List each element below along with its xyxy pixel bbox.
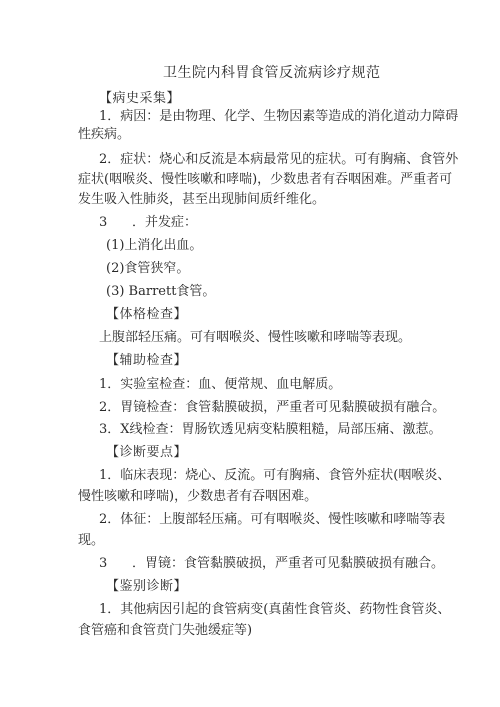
history-sub-item-3: (3) Barrett食管。: [106, 284, 216, 299]
history-item-2-line-3: 发生吸入性肺炎，甚至出现肺间质纤维化。: [78, 192, 326, 207]
diagnosis-item-2-line-1: 2．体征：上腹部轻压痛。可有咽喉炎、慢性咳嗽和哮喘等表: [99, 512, 446, 527]
diagnosis-item-1-line-2: 慢性咳嗽和哮喘)，少数患者有吞咽困难。: [78, 489, 318, 504]
diagnosis-item-1-line-1: 1．临床表现：烧心、反流。可有胸痛、食管外症状(咽喉炎、: [99, 468, 451, 483]
history-sub-item-2: (2)食管狭窄。: [106, 261, 190, 276]
history-sub-item-1: (1)上消化出血。: [106, 238, 203, 253]
section-heading-history: 【病史采集】: [99, 91, 181, 106]
section-heading-aux: 【辅助检查】: [106, 353, 188, 368]
history-item-2-line-1: 2．症状：烧心和反流是本病最常见的症状。可有胸痛、食管外: [99, 152, 459, 167]
history-item-3-number: 3: [99, 215, 108, 230]
history-item-3-label: ．并发症：: [132, 215, 198, 230]
aux-item-3: 3．X线检查：胃肠钦透见病变粘膜粗糙，局部压痛、激惹。: [99, 422, 442, 437]
diagnosis-item-3-label: ．胃镜：食管黏膜破损，严重者可见黏膜破损有融合。: [132, 556, 445, 571]
differential-item-1-line-2: 食管癌和食管贲门失弛缓症等): [78, 623, 253, 638]
aux-item-1: 1．实验室检查：血、便常规、血电解质。: [99, 377, 342, 392]
diagnosis-item-2-line-2: 现。: [78, 533, 105, 548]
section-heading-exam: 【体格检查】: [106, 307, 188, 322]
page-title: 卫生院内科胃食管反流病诊疗规范: [163, 65, 381, 81]
differential-item-1-line-1: 1．其他病因引起的食管病变(真菌性食管炎、药物性食管炎、: [99, 602, 451, 617]
history-item-1-line-1: 1．病因：是由物理、化学、生物因素等造成的消化道动力障碍: [99, 109, 459, 124]
diagnosis-item-3-number: 3: [99, 556, 108, 571]
section-heading-differential: 【鉴别诊断】: [106, 579, 188, 594]
section-heading-diagnosis: 【诊断要点】: [106, 445, 188, 460]
history-item-2-line-2: 症状(咽喉炎、慢性咳嗽和哮喘)，少数患者有吞咽困难。严重者可: [78, 172, 453, 187]
aux-item-2: 2．胃镜检查：食管黏膜破损，严重者可见黏膜破损有融合。: [99, 400, 446, 415]
history-item-1-line-2: 性疾病。: [78, 127, 131, 142]
exam-text: 上腹部轻压痛。可有咽喉炎、慢性咳嗽和哮喘等表现。: [99, 330, 412, 345]
